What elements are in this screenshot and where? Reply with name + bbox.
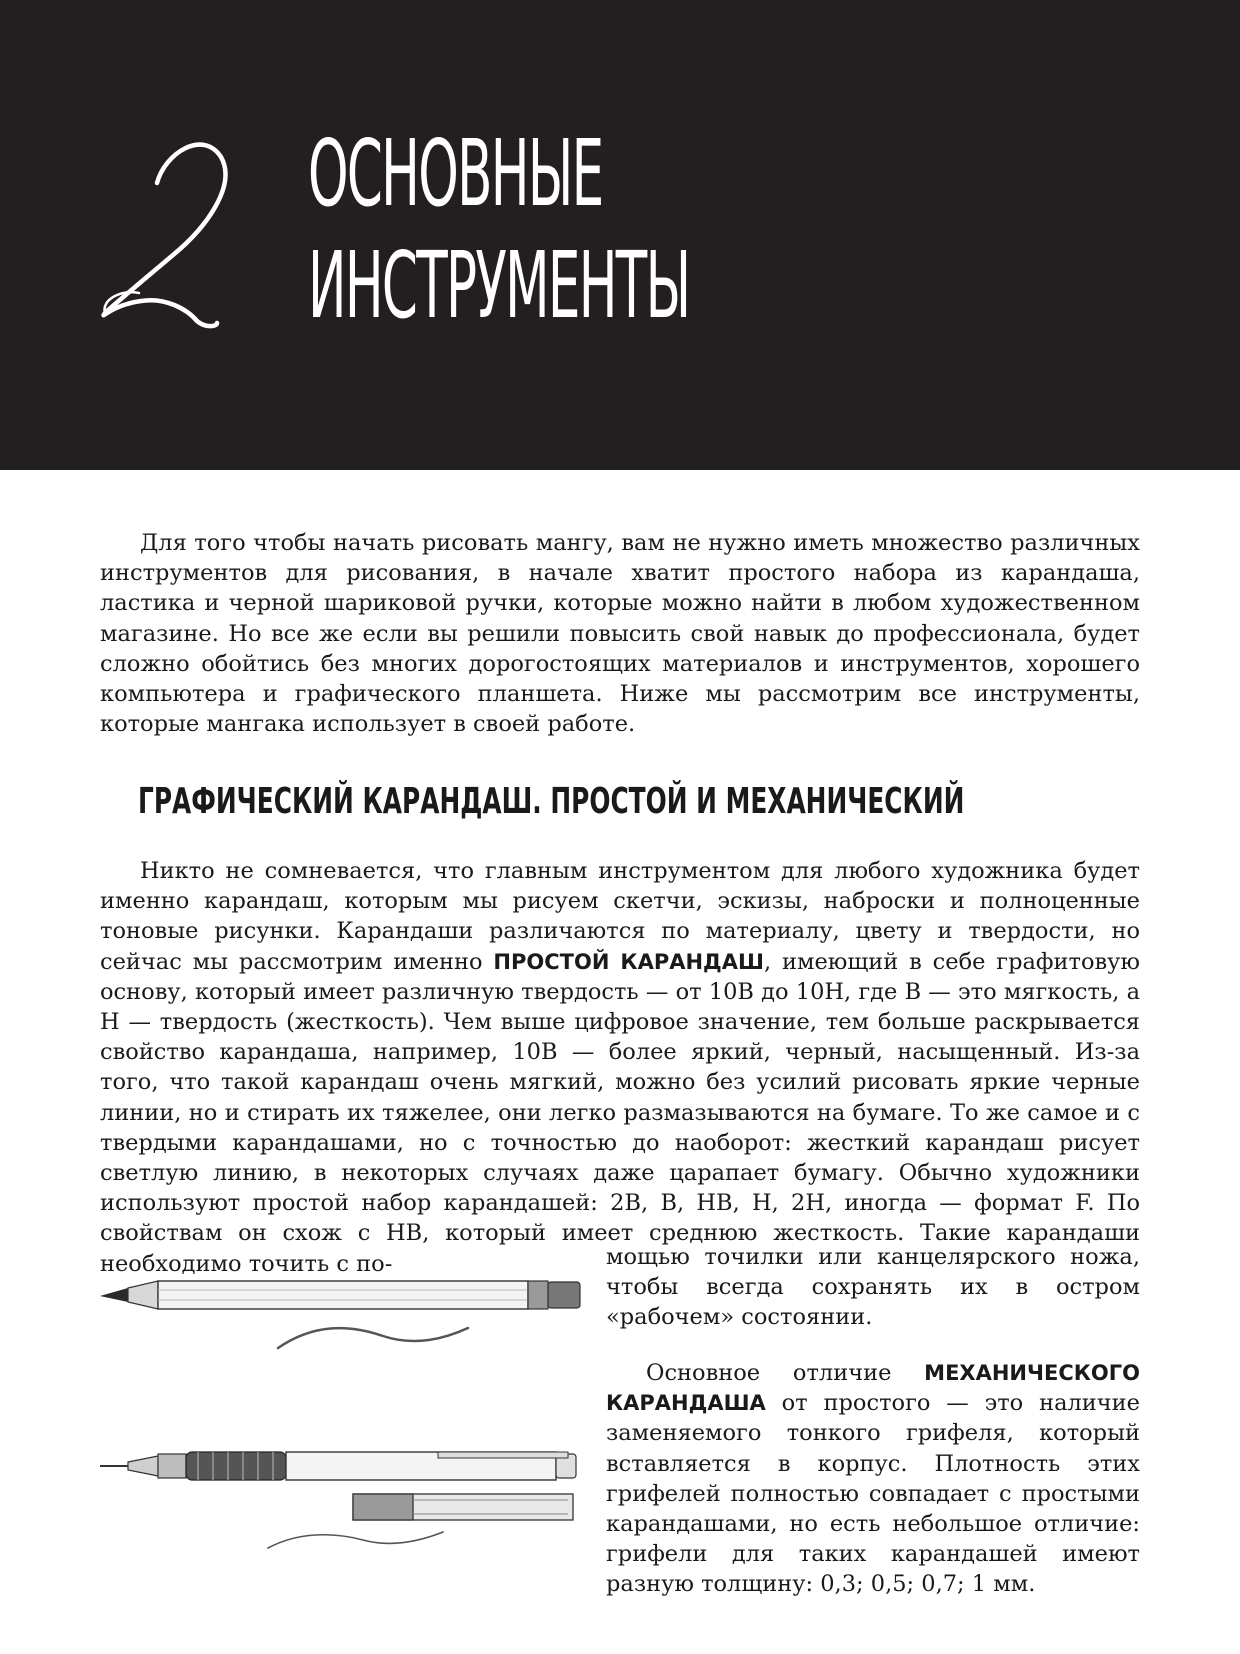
pencil-paragraph xyxy=(100,856,1140,1279)
mechanical-pencil-illustration xyxy=(98,1440,598,1560)
mechanical-paragraph-text-1: Основное отличие xyxy=(646,1360,925,1386)
pencil-paragraph-text-1: Никто не сомневается, что главным инструментом для любого художника будет именно карандаш, которым мы рисуем скетчи, эскизы, наброски и полноценные тоновые рисунки. Карандаши различаются по материалу, цвету и твердости, но сейчас мы рассмотрим именно xyxy=(100,858,1140,975)
chapter-title-line-1: ОСНОВНЫЕ xyxy=(308,120,603,227)
section-heading: ГРАФИЧЕСКИЙ КАРАНДАШ. ПРОСТОЙ И МЕХАНИЧЕСКИЙ xyxy=(138,781,965,822)
intro-paragraph: Для того чтобы начать рисовать мангу, вам не нужно иметь множество различных инструментов для рисования, в начале хватит простого набора из карандаша, ластика и черной шариковой ручки, которые можно найти в любом художественном магазине. Но все же если вы решили повысить свой навык до профессионала, будет сложно обойтись без многих дорогостоящих материалов и инструментов, хорошего компьютера и графического планшета. Ниже мы рассмотрим все инструменты, которые мангака использует в своей работе. xyxy=(100,530,1140,738)
mechanical-paragraph-text-2: от простого — это наличие заменяемого тонкого грифеля, который вставляется в корпус. Плотность этих грифелей полностью совпадает с простыми карандашами, но есть небольшое отличие: грифели для таких карандашей имеют разную толщину: 0,3; 0,5; 0,7; 1 мм. xyxy=(606,1390,1140,1598)
wooden-pencil-illustration xyxy=(98,1268,598,1368)
chapter-title-line-2: ИНСТРУМЕНТЫ xyxy=(308,232,690,339)
pencil-paragraph-continuation: мощью точилки или канцелярского ножа, чтобы всегда сохранять их в остром «рабочем» состоянии. xyxy=(606,1244,1140,1331)
chapter-title xyxy=(308,118,689,342)
chapter-header xyxy=(0,0,1240,470)
simple-pencil-term: ПРОСТОЙ КАРАНДАШ xyxy=(493,949,764,974)
mechanical-pencil-paragraph xyxy=(606,1358,1140,1600)
pencil-paragraph-text-2: , имеющий в себе графитовую основу, который имеет различную твердость — от 10B до 10H, где B — это мягкость, а H — твердость (жесткость). Чем выше цифровое значение, тем больше раскрывается свойство карандаша, например, 10B — более яркий, черный, насыщенный. Из-за того, что такой карандаш очень мягкий, можно без усилий рисовать яркие черные линии, но и стирать их тяжелее, они легко размазываются на бумаге. То же самое и с твердыми карандашами, но с точностью до наоборот: жесткий карандаш рисует светлую линию, в некоторых случаях даже царапает бумагу. Обычно художники используют простой набор карандашей: 2B, B, HB, H, 2H, иногда — формат F. По свойствам он схож с HB, который имеет среднюю жесткость. Такие карандаши необходимо точить с по- xyxy=(100,948,1141,1277)
chapter-number-2 xyxy=(95,135,245,330)
mechanical-pencil-term: МЕХАНИЧЕСКОГО КАРАНДАША xyxy=(606,1361,1140,1416)
